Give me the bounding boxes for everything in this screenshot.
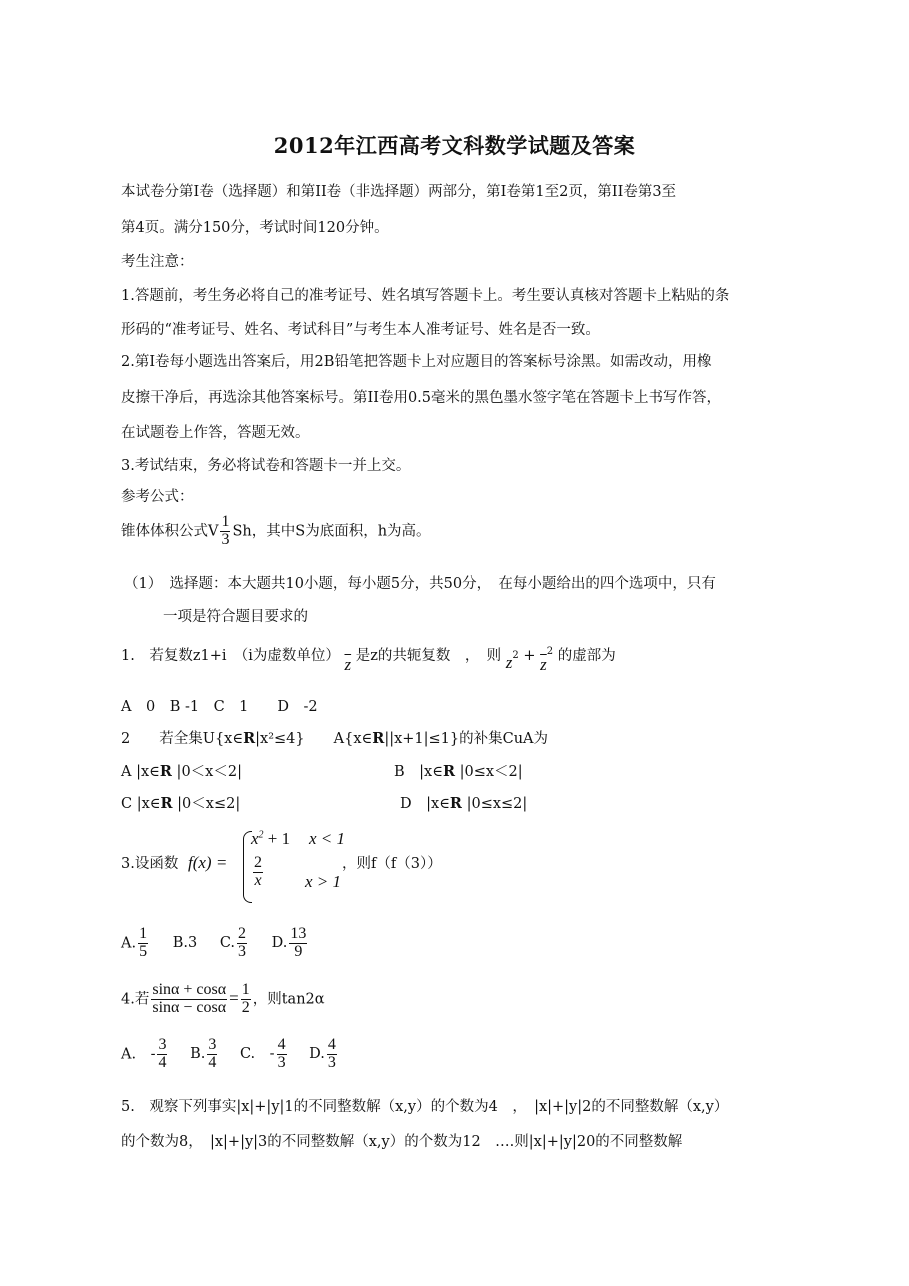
- q3-case-1-power: 2: [258, 829, 264, 841]
- q3-option-d-label: D.: [271, 935, 288, 952]
- q4-prefix: 4.若: [121, 991, 150, 1008]
- q1-prefix: 1. 若复数z1+i （i为虚数单位）: [121, 648, 340, 664]
- formula-heading: 参考公式：: [121, 489, 194, 505]
- q2-option-c-end: |0＜x≤2|: [172, 796, 241, 812]
- q2-option-a-real-symbol: R: [159, 763, 172, 780]
- q2-option-d-real-symbol: R: [449, 795, 462, 812]
- q2-option-a-start: A |x∈: [121, 764, 160, 780]
- q4-option-c-numerator: 4: [277, 1036, 286, 1053]
- q1-square-2: 2: [546, 646, 554, 658]
- notice-item-2-line-3: 在试题卷上作答，答题无效。: [121, 425, 310, 441]
- q4-lhs-fraction: [151, 982, 227, 1017]
- q2-option-c-start: C |x∈: [121, 796, 161, 812]
- q1-z: z: [505, 653, 513, 672]
- q2-stem-middle: |x²≤4} A{x∈: [255, 731, 373, 747]
- section-1-line-1: （1） 选择题：本大题共10小题，每小题5分，共50分， 在每小题给出的四个选项中，只有: [124, 576, 716, 592]
- q4-option-d-fraction: [327, 1037, 337, 1072]
- q2-option-b-real-symbol: R: [442, 763, 456, 780]
- q4-rhs-denominator: 2: [241, 998, 250, 1016]
- formula-suffix: Sh，其中S为底面积，h为高。: [232, 523, 431, 540]
- q3-case-2-denominator: x: [254, 871, 262, 889]
- q2-option-a: [121, 760, 242, 781]
- q3-option-a-fraction: [138, 926, 148, 961]
- intro-line-2: 第4页。满分150分，考试时间120分钟。: [121, 220, 389, 236]
- q3-prefix: 3.设函数: [121, 856, 179, 872]
- q4-option-c-label: C. -: [239, 1046, 275, 1063]
- q1-zbar: $\overline{z}$: [344, 655, 352, 674]
- question-2: [121, 727, 548, 748]
- notice-item-1-line-1: 1.答题前，考生务必将自己的准考证号、姓名填写答题卡上。考生要认真核对答题卡上粘贴的条: [121, 288, 730, 304]
- page-title: 2012年江西高考文科数学试题及答案: [273, 133, 636, 158]
- q5-line-2: 的个数为8， |x|+|y|3的不同整数解（x,y）的个数为12 ….则|x|+|y|20的不同整数解: [121, 1134, 683, 1150]
- q4-option-c-denominator: 3: [277, 1053, 286, 1071]
- q3-option-a-numerator: 1: [139, 925, 148, 942]
- q3-case-2-numerator: 2: [254, 854, 262, 871]
- q3-case-1-expression: [251, 829, 290, 849]
- q4-option-b-label: B.: [190, 1046, 206, 1063]
- q3-suffix: ，则f（f（3））: [342, 856, 442, 872]
- q3-piecewise-function: [243, 829, 346, 905]
- q1-square: 2: [512, 650, 519, 662]
- notice-heading: 考生注意：: [121, 254, 194, 270]
- q3-option-a-label: A.: [121, 935, 137, 952]
- q4-option-d-numerator: 4: [327, 1036, 336, 1053]
- q3-case-2-frac: [253, 855, 263, 890]
- q2-option-c-real-symbol: R: [160, 795, 173, 812]
- q2-option-b: [394, 760, 523, 781]
- cone-volume-formula: [121, 514, 431, 549]
- q2-option-c: [121, 792, 240, 813]
- q3-function-name: f(x) =: [188, 853, 228, 872]
- q3-option-c-numerator: 2: [238, 925, 246, 942]
- q3-case-1-plus-one: + 1: [263, 829, 291, 848]
- q3-option-d-numerator: 13: [290, 925, 307, 942]
- q3-option-d-fraction: [289, 926, 307, 961]
- q2-stem-start: 2 若全集U{x∈: [121, 731, 244, 747]
- q4-option-b-fraction: [207, 1037, 217, 1072]
- notice-item-2-line-1: 2.第Ⅰ卷每小题选出答案后，用2B铅笔把答题卡上对应题目的答案标号涂黑。如需改动，用橡: [121, 354, 712, 370]
- q2-real-set-symbol-2: R: [372, 730, 385, 747]
- q3-option-c-denominator: 3: [238, 942, 246, 960]
- q3-case-2-fraction: [251, 855, 265, 890]
- q3-case-2-condition: x > 1: [305, 872, 342, 891]
- q3-options: [121, 926, 309, 961]
- q4-options: [121, 1037, 339, 1072]
- q4-option-b-denominator: 4: [208, 1053, 217, 1071]
- q2-option-d-end: |0≤x≤2|: [461, 796, 528, 812]
- q2-option-b-end: |0≤x＜2|: [455, 764, 523, 780]
- q1-plus: +: [523, 648, 536, 664]
- q4-option-d-label: D.: [309, 1046, 325, 1063]
- q1-zbar-2: $\overline{z}$: [540, 655, 547, 674]
- q3-option-d-denominator: 9: [289, 943, 307, 961]
- intro-line-1: 本试卷分第Ⅰ卷（选择题）和第II卷（非选择题）两部分，第Ⅰ卷第1至2页，第II卷第3至: [121, 184, 677, 200]
- q1-options: A 0 B -1 C 1 D -2: [121, 699, 318, 715]
- one-third-fraction: [220, 514, 230, 549]
- q4-option-a-label: A. -: [121, 1046, 156, 1063]
- q4-option-a-fraction: [157, 1037, 167, 1072]
- notice-item-3: 3.考试结束，务必将试卷和答题卡一并上交。: [121, 458, 411, 474]
- q4-rhs-fraction: [241, 982, 251, 1017]
- question-1: [121, 644, 616, 674]
- q1-middle: 是z的共轭复数 ， 则: [355, 648, 502, 664]
- notice-item-1-line-2: 形码的“准考证号、姓名、考试科目”与考生本人准考证号、姓名是否一致。: [121, 322, 600, 338]
- formula-prefix: 锥体体积公式V: [121, 523, 219, 540]
- q2-option-a-end: |0＜x＜2|: [171, 764, 242, 780]
- section-1-line-2: 一项是符合题目要求的: [163, 609, 308, 625]
- q4-option-a-denominator: 4: [158, 1053, 167, 1071]
- q4-lhs-numerator: sinα + cosα: [152, 981, 227, 998]
- q2-option-d-start: D |x∈: [400, 796, 450, 812]
- q4-suffix: ，则tan2α: [252, 991, 325, 1008]
- q4-equals: =: [229, 988, 239, 1008]
- q5-line-1: 5. 观察下列事实|x|+|y|1的不同整数解（x,y）的个数为4 ， |x|+|y|2的不同整数解（x,y）: [121, 1099, 729, 1115]
- question-4: [121, 982, 325, 1017]
- q2-option-d: [400, 792, 527, 813]
- q3-case-1-condition: x < 1: [309, 829, 346, 848]
- fraction-numerator: 1: [221, 513, 230, 530]
- q3-option-c-fraction: [237, 926, 247, 961]
- q2-stem-end: ||x+1|≤1}的补集CuA为: [384, 731, 549, 747]
- q4-option-a-numerator: 3: [158, 1036, 167, 1053]
- q3-option-b: B.3: [172, 935, 198, 952]
- fraction-denominator: 3: [221, 530, 230, 548]
- q4-option-b-numerator: 3: [208, 1036, 217, 1053]
- q2-option-b-start: B |x∈: [394, 764, 443, 780]
- q4-lhs-denominator: sinα − cosα: [152, 998, 227, 1016]
- q1-suffix: 的虚部为: [557, 648, 616, 664]
- q4-option-c-fraction: [277, 1037, 287, 1072]
- q2-real-set-symbol: R: [243, 730, 256, 747]
- q3-option-a-denominator: 5: [139, 942, 148, 960]
- notice-item-2-line-2: 皮擦干净后，再选涂其他答案标号。第II卷用0.5毫米的黑色墨水签字笔在答题卡上书写作答，: [121, 390, 722, 406]
- q3-case-1-x: x: [251, 829, 259, 848]
- q3-option-c-label: C.: [219, 935, 235, 952]
- q4-option-d-denominator: 3: [327, 1053, 336, 1071]
- q4-rhs-numerator: 1: [241, 981, 250, 998]
